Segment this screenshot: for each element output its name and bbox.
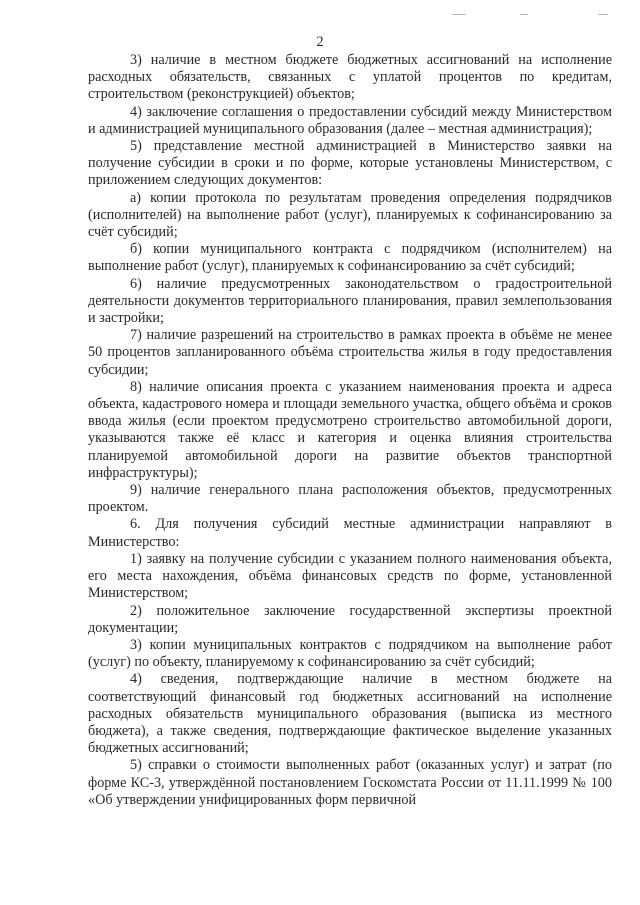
paragraph: а) копии протокола по результатам проведения определения подрядчиков (исполнителей) на выполнение работ (услуг), планируемых к софинансированию за счёт субсидий;: [88, 189, 612, 241]
paragraph: б) копии муниципального контракта с подрядчиком (исполнителем) на выполнение работ (услуг), планируемых к софинансированию за счёт субсидий;: [88, 241, 612, 275]
paragraph: 3) копии муниципальных контрактов с подрядчиком на выполнение работ (услуг) по объекту, планируемому к софинансированию за счёт субсидий;: [88, 636, 612, 671]
scan-artifact-line: [520, 14, 528, 15]
paragraph: 2) положительное заключение государственной экспертизы проектной документации;: [88, 602, 612, 636]
paragraph: 6. Для получения субсидий местные администрации направляют в Министерство:: [88, 516, 612, 550]
scan-artifact-line: [598, 14, 608, 15]
paragraph: 9) наличие генерального плана расположения объектов, предусмотренных проектом.: [88, 482, 612, 516]
paragraph: 8) наличие описания проекта с указанием наименования проекта и адреса объекта, кадастрового номера и площади земельного участка, общего объёма и сроков ввода жилья (если проектом предусмотрено строительство автомобильной дороги, указываются также её класс и категория и оценка влияния строительства планируемой автомобильной дороги на развитие объектов транспортной инфраструктуры);: [88, 378, 612, 481]
paragraph: 5) справки о стоимости выполненных работ (оказанных услуг) и затрат (по форме КС-3, утверждённой постановлением Госкомстата России от 11.11.1999 № 100 «Об утверждении унифицированных форм первичной: [88, 757, 612, 808]
page-number: 2: [316, 34, 324, 50]
document-body: [88, 52, 612, 809]
scan-artifact-line: [452, 14, 466, 15]
paragraph: 4) заключение соглашения о предоставлении субсидий между Министерством и администрацией муниципального образования (далее – местная администрация);: [88, 103, 612, 137]
paragraph: 5) представление местной администрацией в Министерство заявки на получение субсидии в сроки и по форме, которые установлены Министерством, с приложением следующих документов:: [88, 138, 612, 189]
paragraph: 3) наличие в местном бюджете бюджетных ассигнований на исполнение расходных обязательств, связанных с уплатой процентов по кредитам, строительством (реконструкцией) объектов;: [88, 52, 612, 103]
paragraph: 7) наличие разрешений на строительство в рамках проекта в объёме не менее 50 процентов запланированного объёма строительства жилья в году предоставления субсидии;: [88, 327, 612, 378]
paragraph: 1) заявку на получение субсидии с указанием полного наименования объекта, его места нахождения, объёма финансовых средств по форме, установленной Министерством;: [88, 550, 612, 602]
paragraph: 6) наличие предусмотренных законодательством о градостроительной деятельности документов территориального планирования, правил землепользования и застройки;: [88, 275, 612, 327]
paragraph: 4) сведения, подтверждающие наличие в местном бюджете на соответствующий финансовый год бюджетных ассигнований на исполнение расходных обязательств муниципального образования (выписка из местного бюджета), а также сведения, подтверждающие фактическое выделение указанных бюджетных ассигнований;: [88, 671, 612, 757]
